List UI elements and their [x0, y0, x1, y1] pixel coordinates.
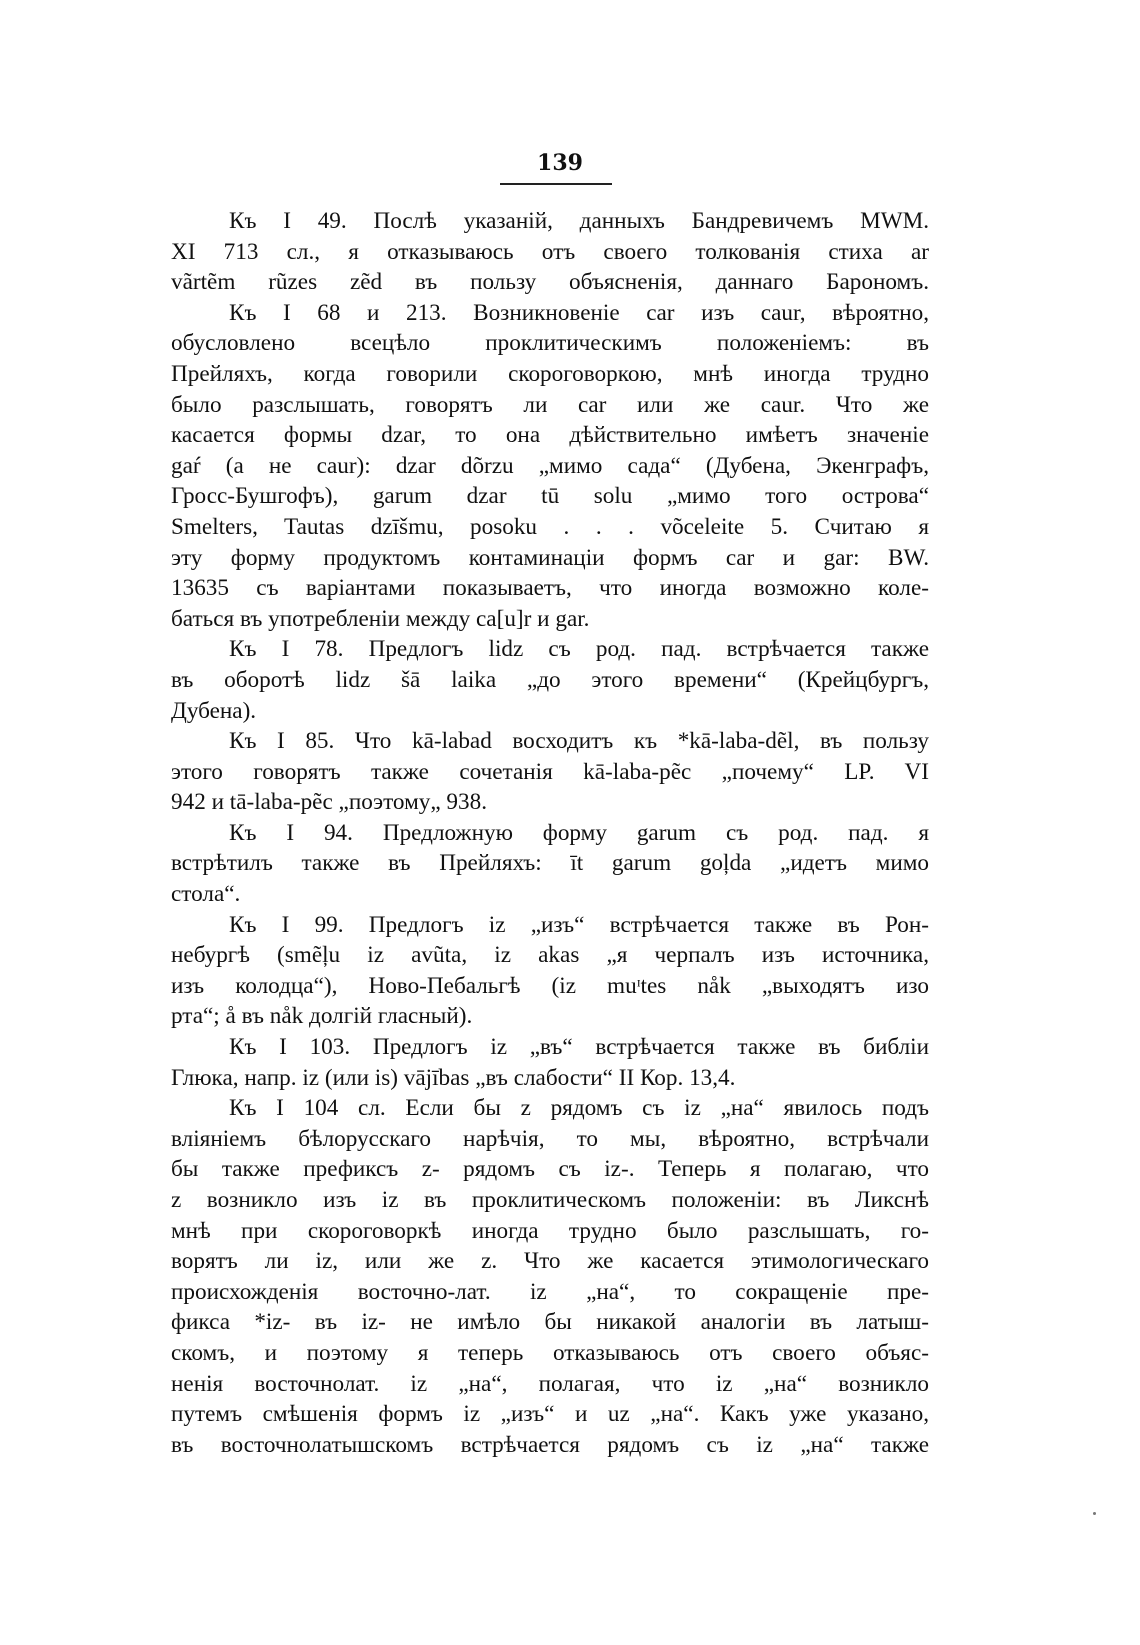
text-line: въ оборотѣ lidz šā laika „до этого времени“ (Крейцбургъ,: [171, 666, 929, 693]
text-line: стола“.: [171, 881, 241, 908]
text-line: Къ I 85. Что kā-labad восходитъ къ *kā-laba-dẽl, въ пользу: [229, 728, 929, 755]
text-line: встрѣтилъ также въ Прейляхъ: īt garum goļda „идетъ мимо: [171, 850, 929, 877]
text-line: Гросс-Бушгофъ), garum dzar tū solu „мимо того острова“: [171, 483, 929, 510]
text-line: небургѣ (smẽļu iz avũta, iz akas „я черпалъ изъ источника,: [171, 942, 929, 969]
text-line: рта“; å въ nåk долгій гласный).: [171, 1003, 473, 1030]
text-line: Глюка, напр. iz (или is) vājības „въ слабости“ II Кор. 13,4.: [171, 1064, 736, 1091]
page-number: 139: [537, 150, 583, 176]
text-line: Дубена).: [171, 697, 257, 724]
text-line: путемъ смѣшенія формъ iz „изъ“ и uz „на“. Какъ уже указано,: [171, 1401, 929, 1428]
text-line: Къ I 78. Предлогъ lidz съ род. пад. встрѣчается также: [229, 636, 929, 663]
text-line: Къ I 99. Предлогъ iz „изъ“ встрѣчается также въ Рон-: [229, 911, 929, 938]
text-line: Къ I 49. Послѣ указаній, данныхъ Бандревичемъ MWM.: [229, 208, 929, 234]
text-line: vãrtẽm rũzes zẽd въ пользу объясненія, даннаго Барономъ.: [171, 269, 929, 296]
text-line: Прейляхъ, когда говорили скороговоркою, мнѣ иногда трудно: [171, 360, 929, 387]
paper-speck: [1093, 1512, 1096, 1515]
text-line: Къ I 104 сл. Если бы z рядомъ съ iz „на“ явилось подъ: [229, 1095, 929, 1122]
text-line: происхожденія восточно-лат. iz „на“, то сокращеніе пре-: [171, 1278, 929, 1305]
text-line: 13635 съ варіантами показываетъ, что иногда возможно коле-: [171, 575, 929, 602]
text-line: касается формы dzar, то она дѣйствительно имѣетъ значеніе: [171, 422, 929, 449]
text-line: бы также префиксъ z- рядомъ съ iz-. Теперь я полагаю, что: [171, 1156, 929, 1183]
text-line: 942 и tā-laba-pẽc „поэтому„ 938.: [171, 789, 487, 816]
text-line: было разслышать, говорятъ ли car или же caur. Что же: [171, 391, 929, 418]
text-line: Къ I 68 и 213. Возникновеніе car изъ caur, вѣроятно,: [229, 299, 929, 326]
body-text: [171, 206, 929, 1460]
text-line: вліяніемъ бѣлорусскаго нарѣчія, то мы, вѣроятно, встрѣчали: [171, 1125, 929, 1152]
text-line: XI 713 сл., я отказываюсь отъ своего толкованія стиха ar: [171, 238, 929, 265]
text-line: Къ I 103. Предлогъ iz „въ“ встрѣчается также въ библіи: [229, 1034, 929, 1061]
text-line: изъ колодца“), Ново-Пебальгѣ (iz muᶦtes nåk „выходятъ изо: [171, 972, 929, 999]
text-line: скомъ, и поэтому я теперь отказываюсь отъ своего объяс-: [171, 1339, 929, 1366]
text-line: ненія восточнолат. iz „на“, полагая, что iz „на“ возникло: [171, 1370, 929, 1397]
text-line: gaŕ (а не caur): dzar dõrzu „мимо сада“ (Дубена, Экенграфъ,: [171, 452, 929, 479]
text-line: z возникло изъ iz въ проклитическомъ положеніи: въ Ликснѣ: [171, 1187, 929, 1213]
text-line: эту форму продуктомъ контаминаціи формъ car и gar: BW.: [171, 544, 929, 571]
text-line: мнѣ при скороговоркѣ иногда трудно было разслышать, го-: [171, 1217, 929, 1244]
text-line: обусловлено всецѣло проклитическимъ положеніемъ: въ: [171, 330, 929, 357]
text-line: баться въ употребленіи между ca[u]r и gar.: [171, 605, 590, 632]
header-rule: [500, 183, 612, 185]
text-line: Къ I 94. Предложную форму garum съ род. пад. я: [229, 819, 929, 846]
text-line: этого говорятъ также сочетанія kā-laba-pẽc „почему“ LP. VI: [171, 758, 929, 785]
text-line: ворятъ ли iz, или же z. Что же касается этимологическаго: [171, 1248, 929, 1275]
text-line: Smelters, Tautas dzīšmu, posoku . . . võceleite 5. Считаю я: [171, 513, 929, 540]
text-line: фикса *iz- въ iz- не имѣло бы никакой аналогіи въ латыш-: [171, 1309, 929, 1336]
text-line: въ восточнолатышскомъ встрѣчается рядомъ съ iz „на“ также: [171, 1431, 929, 1458]
